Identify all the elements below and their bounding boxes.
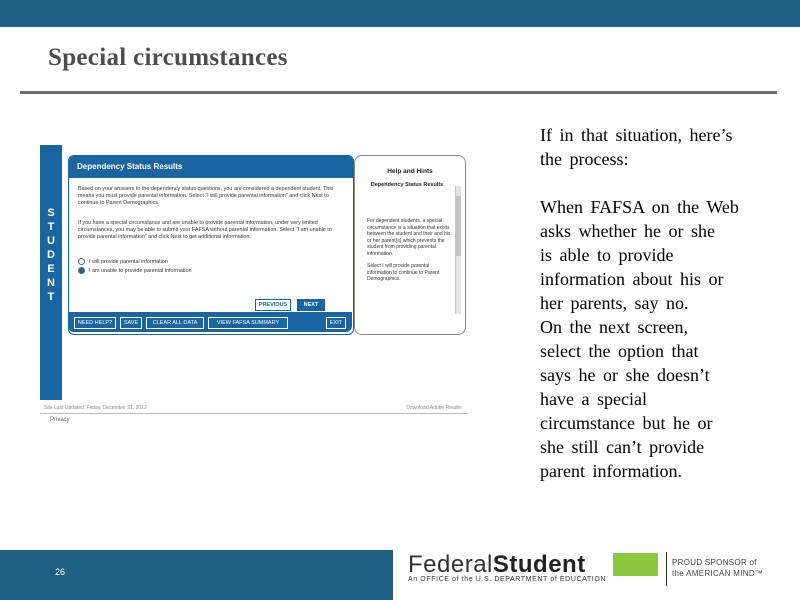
top-bar xyxy=(0,0,800,27)
student-letter: S xyxy=(47,207,55,219)
body-line: asks whether he or she xyxy=(540,221,715,241)
help-title: Help and Hints xyxy=(387,168,433,175)
logo-student: Student xyxy=(492,551,586,578)
site-updated-text: Site Last Updated: Friday, December 21, 2012 xyxy=(44,405,147,411)
federal-student-aid-logo xyxy=(408,551,800,591)
download-reader-link[interactable]: Download Adobe Reader xyxy=(406,405,462,411)
radio-button-selected[interactable] xyxy=(78,267,85,274)
student-letter: N xyxy=(47,277,55,289)
body-line: she still can’t provide xyxy=(540,437,705,457)
next-button[interactable]: NEXT xyxy=(297,299,325,311)
body-line: On the next screen, xyxy=(540,317,688,337)
help-panel xyxy=(354,155,466,335)
student-tab xyxy=(40,145,62,400)
body-line: parent information. xyxy=(540,461,682,481)
body-line: If in that situation, here’s xyxy=(540,125,733,145)
scrollbar-thumb[interactable] xyxy=(456,196,461,256)
page-number: 26 xyxy=(55,567,66,577)
tagline-line: PROUD SPONSOR of xyxy=(672,558,757,567)
dependent-paragraph: Based on your answers to the dependency status questions, you are considered a dependent student. This means you must provide parental information. Select “I will provide parental information” and click Next to continue to Parent Demographics. xyxy=(78,186,334,206)
clear-all-data-button[interactable]: CLEAR ALL DATA xyxy=(146,317,204,329)
help-body xyxy=(367,218,451,283)
title-divider xyxy=(20,91,777,94)
student-letter: D xyxy=(47,249,55,261)
view-summary-button[interactable]: VIEW FAFSA SUMMARY xyxy=(208,317,288,329)
body-line: circumstance but he or xyxy=(540,413,713,433)
option-label: I am unable to provide parental information xyxy=(89,267,192,274)
logo-wordmark xyxy=(408,551,586,579)
logo-tagline xyxy=(672,557,763,579)
fafsa-toolbar xyxy=(68,312,352,332)
privacy-link[interactable]: Privacy xyxy=(50,417,70,423)
body-line: have a special xyxy=(540,389,647,409)
body-line: is able to provide xyxy=(540,245,674,265)
option-unable-parental[interactable] xyxy=(78,267,191,274)
previous-button[interactable]: PREVIOUS xyxy=(255,299,291,311)
body-line: the process: xyxy=(540,149,629,169)
student-letter: T xyxy=(47,291,55,303)
body-line: says he or she doesn’t xyxy=(540,365,710,385)
body-line: select the option that xyxy=(540,341,699,361)
slide-title: Special circumstances xyxy=(48,44,288,71)
logo-divider xyxy=(666,552,667,586)
help-paragraph: Select I will provide parental information to continue to Parent Demographics. xyxy=(367,263,440,282)
body-line: information about his or xyxy=(540,269,724,289)
help-scrollbar[interactable] xyxy=(455,186,461,314)
help-subtitle: Dependency Status Results xyxy=(370,182,444,188)
student-letter: T xyxy=(47,221,55,233)
option-label: I will provide parental information xyxy=(89,258,168,265)
save-button[interactable]: SAVE xyxy=(120,317,142,329)
logo-subline: An OFFICE of the U.S. DEPARTMENT of EDUCATION xyxy=(408,576,607,583)
radio-button[interactable] xyxy=(78,258,85,265)
body-line: her parents, say no. xyxy=(540,293,689,313)
student-letter: E xyxy=(47,263,55,275)
option-provide-parental[interactable] xyxy=(78,258,168,265)
need-help-button[interactable]: NEED HELP? xyxy=(74,317,116,329)
exit-button[interactable]: EXIT xyxy=(326,317,346,329)
special-circumstance-paragraph: If you have a special circumstance and are unable to provide parental information, under very limited circumstances, you may be able to submit your FAFSA without parental information. Select “I am unable to provide parental information” and click Next to get additional information. xyxy=(78,220,332,240)
student-letter: U xyxy=(47,235,55,247)
body-line xyxy=(540,171,780,195)
body-line: When FAFSA on the Web xyxy=(540,197,739,217)
tagline-line: the AMERICAN MIND™ xyxy=(672,569,764,578)
embedded-screenshot xyxy=(40,145,468,428)
logo-federal: Federal xyxy=(408,551,493,578)
body-text xyxy=(540,123,780,483)
panel-title: Dependency Status Results xyxy=(69,156,353,178)
dependency-panel xyxy=(68,155,354,335)
logo-green-block xyxy=(613,553,658,576)
footer-divider xyxy=(40,413,468,414)
help-paragraph: For dependent students, a special circumstance is a situation that exists between the student and their and his or her parent(s) which prevents the student from providing parental information. xyxy=(367,218,451,257)
